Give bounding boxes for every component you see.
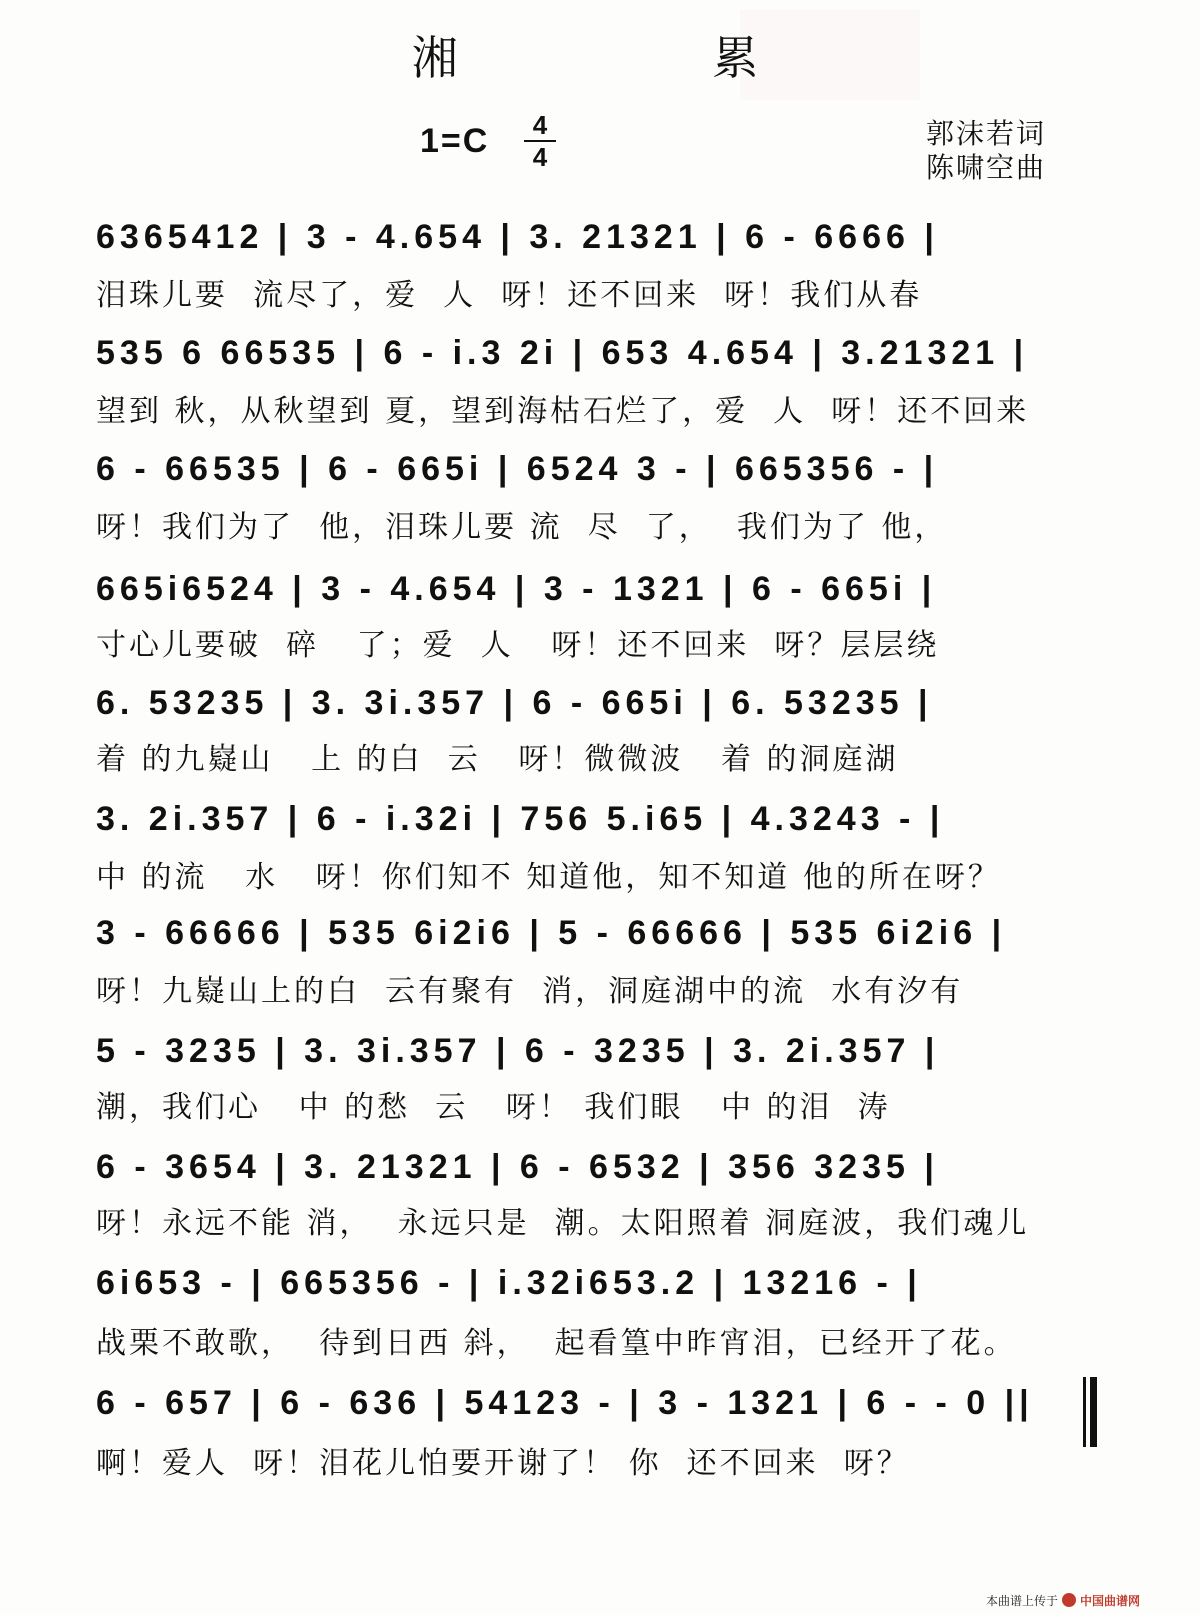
notation-line-6: 3. 2i.357 | 6 - i.32i | 756 5.i65 | 4.3243 - | <box>96 800 945 838</box>
notation-line-2: 535 6 66535 | 6 - i.3 2i | 653 4.654 | 3.21321 | <box>96 334 1029 372</box>
footer-site-name[interactable]: 中国曲谱网 <box>1079 1594 1140 1608</box>
lyric-line-1: 泪珠儿要 流尽了，爱 人 呀！还不回来 呀！我们从春 <box>96 278 923 313</box>
lyric-line-7: 呀！九嶷山上的白 云有聚有 消，洞庭湖中的流 水有汐有 <box>96 974 964 1009</box>
notation-line-10: 6i653 - | 665356 - | i.32i653.2 | 13216 - | <box>96 1264 922 1302</box>
notation-line-9: 6 - 3654 | 3. 21321 | 6 - 6532 | 356 3235 | <box>96 1148 939 1186</box>
lyric-line-2: 望到 秋，从秋望到 夏，望到海枯石烂了，爱 人 呀！还不回来 <box>96 394 1030 429</box>
song-title: 湘 累 <box>411 31 879 85</box>
notation-line-1: 6365412 | 3 - 4.654 | 3. 21321 | 6 - 6666 | <box>96 218 939 256</box>
footer-credit <box>986 1592 1140 1609</box>
final-barline-thick <box>1090 1377 1097 1447</box>
lyric-line-8: 潮，我们心 中 的愁 云 呀！ 我们眼 中 的泪 涛 <box>96 1090 891 1125</box>
time-denominator: 4 <box>532 142 548 172</box>
notation-line-4: 665i6524 | 3 - 4.654 | 3 - 1321 | 6 - 665i | <box>96 570 937 608</box>
notation-line-8: 5 - 3235 | 3. 3i.357 | 6 - 3235 | 3. 2i.357 | <box>96 1032 940 1070</box>
time-numerator: 4 <box>532 110 548 140</box>
lyricist-credit: 郭沫若词 <box>926 117 1047 150</box>
lyric-line-9: 呀！永远不能 消， 永远只是 潮。太阳照着 洞庭波，我们魂儿 <box>96 1206 1030 1241</box>
final-barline-thin <box>1083 1377 1086 1447</box>
notation-line-5: 6. 53235 | 3. 3i.357 | 6 - 665i | 6. 53235 | <box>96 684 933 722</box>
lyric-line-6: 中 的流 水 呀！你们知不 知道他，知不知道 他的所在呀？ <box>96 860 1001 895</box>
key-signature: 1=C <box>420 122 490 160</box>
lyric-line-10: 战栗不敢歌， 待到日西 斜， 起看篁中昨宵泪，已经开了花。 <box>96 1326 1017 1361</box>
lyric-line-5: 着 的九嶷山 上 的白 云 呀！微微波 着 的洞庭湖 <box>96 742 899 777</box>
composer-credit: 陈啸空曲 <box>926 151 1047 184</box>
time-signature <box>520 112 560 170</box>
notation-line-3: 6 - 66535 | 6 - 665i | 6524 3 - | 665356 - | <box>96 450 939 488</box>
notation-line-11: 6 - 657 | 6 - 636 | 54123 - | 3 - 1321 | 6 - - 0 || <box>96 1384 1034 1422</box>
lyric-line-3: 呀！我们为了 他，泪珠儿要 流 尽 了， 我们为了 他， <box>96 510 948 545</box>
lyric-line-11: 啊！爱人 呀！泪花儿怕要开谢了！ 你 还不回来 呀？ <box>96 1446 910 1481</box>
footer-text: 本曲谱上传于 <box>985 1594 1058 1608</box>
lyric-line-4: 寸心儿要破 碎 了；爱 人 呀！还不回来 呀？层层绕 <box>96 628 940 663</box>
site-logo-icon <box>1062 1593 1076 1607</box>
notation-line-7: 3 - 66666 | 535 6i2i6 | 5 - 66666 | 535 6i2i6 | <box>96 914 1007 952</box>
